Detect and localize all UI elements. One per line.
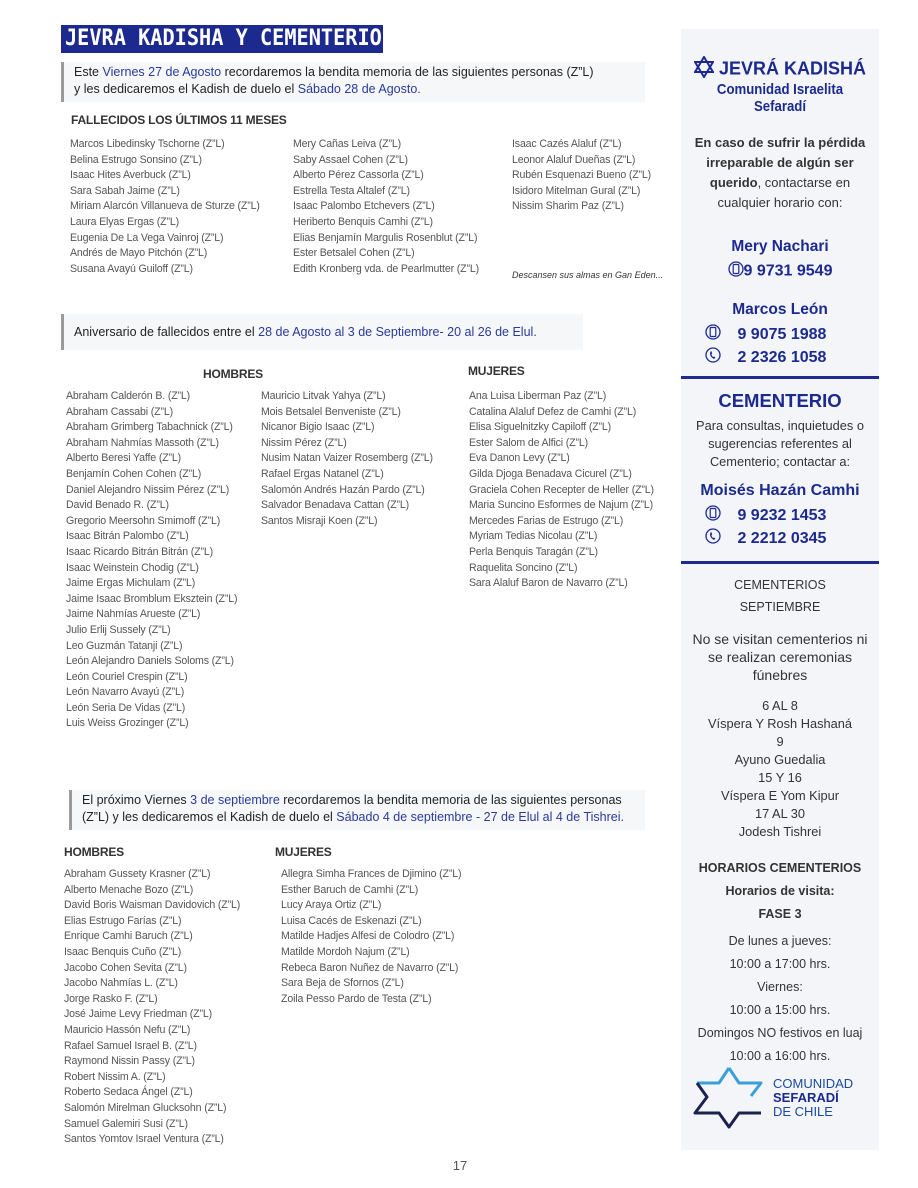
- list-item: Miriam Alarcón Villanueva de Sturze (Z”L): [70, 200, 260, 213]
- list-item: Daniel Alejandro Nissim Pérez (Z”L): [66, 483, 230, 496]
- list-item: Saby Assael Cohen (Z”L): [293, 153, 408, 166]
- list-item: 6 AL 8: [762, 698, 798, 713]
- list-item: Alberto Pérez Cassorla (Z”L): [293, 169, 424, 182]
- list-item: 17 AL 30: [754, 806, 806, 821]
- list-item: Eugenia De La Vega Vainroj (Z”L): [70, 231, 224, 244]
- list-item: Isaac Bitrán Palombo (Z”L): [66, 530, 189, 543]
- list-item: Elias Estrugo Farías (Z”L): [64, 914, 182, 927]
- sidebar-subtitle: Comunidad Israelita Sefaradí: [716, 81, 844, 115]
- list-item: Luis Weiss Grozinger (Z”L): [66, 717, 189, 730]
- list-item: Zoila Pesso Pardo de Testa (Z”L): [281, 992, 432, 1005]
- list-item: Santos Misraji Koen (Z”L): [261, 514, 378, 527]
- list-item: Isaac Ricardo Bitrán Bitrán (Z”L): [66, 545, 213, 558]
- list-item: Isaac Weinstein Chodig (Z”L): [66, 561, 199, 574]
- proximo-mujeres: [281, 867, 461, 1007]
- contact1-mobile[interactable]: 9 9731 9549: [681, 261, 879, 282]
- sidebar-divider: [681, 376, 879, 379]
- aniversario-mujeres: [469, 389, 654, 592]
- list-item: Edith Kronberg vda. de Pearlmutter (Z”L): [293, 262, 479, 275]
- list-item: Rebeca Baron Nuñez de Navarro (Z”L): [281, 961, 459, 974]
- list-item: Marcos Libedinsky Tschorne (Z”L): [70, 138, 225, 150]
- logo-star-icon: [689, 1065, 769, 1129]
- list-item: 10:00 a 16:00 hrs.: [729, 1049, 831, 1063]
- list-item: Eva Danon Levy (Z”L): [469, 452, 570, 465]
- list-item: Ana Luisa Liberman Paz (Z”L): [469, 390, 607, 402]
- contact2-phone[interactable]: 2 2326 1058: [705, 347, 826, 368]
- list-item: Nissim Pérez (Z”L): [261, 436, 347, 449]
- list-item: 9: [776, 734, 784, 749]
- list-item: León Navarro Avayú (Z”L): [66, 686, 185, 699]
- list-item: Belina Estrugo Sonsino (Z”L): [70, 153, 202, 166]
- sept-title1: CEMENTERIOS: [734, 578, 826, 592]
- sept-dates: [681, 697, 879, 841]
- logo-line1: COMUNIDAD: [773, 1076, 854, 1091]
- list-item: David Boris Waisman Davidovich (Z”L): [64, 899, 241, 912]
- list-item: Nusim Natan Vaizer Rosemberg (Z”L): [261, 452, 433, 465]
- notice-aniversario: Aniversario de fallecidos entre el 28 de Agosto al 3 de Septiembre- 20 al 26 de Elul.: [61, 314, 583, 350]
- list-item: Luisa Cacés de Eskenazi (Z”L): [281, 914, 422, 927]
- list-item: Sara Alaluf Baron de Navarro (Z”L): [469, 577, 628, 590]
- aniversario-hombres-col1: [66, 389, 237, 732]
- mobile-phone-icon: [728, 261, 744, 282]
- list-item: Abraham Gussety Krasner (Z”L): [64, 868, 211, 880]
- fase-label: FASE 3: [758, 907, 802, 921]
- schedule: [681, 930, 879, 1068]
- list-item: Raquelita Soncino (Z”L): [469, 561, 578, 574]
- list-item: Víspera E Yom Kipur: [720, 788, 840, 803]
- list-item: Ester Betsalel Cohen (Z”L): [293, 247, 415, 260]
- fallecidos-heading: FALLECIDOS LOS ÚLTIMOS 11 MESES: [71, 113, 287, 127]
- list-item: Heriberto Benquis Camhi (Z”L): [293, 215, 433, 228]
- list-item: Matilde Hadjes Alfesi de Colodro (Z”L): [281, 930, 455, 943]
- list-item: Andrés de Mayo Pitchón (Z”L): [70, 247, 208, 260]
- list-item: Abraham Nahmías Massoth (Z”L): [66, 436, 219, 449]
- list-item: Graciela Cohen Recepter de Heller (Z”L): [469, 483, 654, 496]
- sidebar-divider: [681, 561, 879, 564]
- list-item: Allegra Simha Frances de Djimino (Z”L): [281, 868, 462, 880]
- list-item: De lunes a jueves:: [728, 934, 832, 948]
- proximo-hombres-heading: HOMBRES: [64, 845, 124, 859]
- list-item: Isaac Cazés Alaluf (Z”L): [512, 138, 622, 150]
- list-item: Alberto Beresi Yaffe (Z”L): [66, 452, 182, 465]
- cementerio-text: Para consultas, inquietudes o sugerencias referentes al Cementerio; contactar a:: [696, 418, 864, 469]
- list-item: Abraham Grimberg Tabachnick (Z”L): [66, 421, 233, 434]
- list-item: Salvador Benadava Cattan (Z”L): [261, 499, 410, 512]
- notice-viernes-27: Este Viernes 27 de Agosto recordaremos la bendita memoria de las siguientes personas (Z”L) y les dedicaremos el Kadish de duelo el Sábado 28 de Agosto.: [61, 62, 645, 102]
- list-item: Sara Beja de Sfornos (Z”L): [281, 977, 404, 990]
- horarios-sub: Horarios de visita:: [725, 884, 835, 898]
- list-item: Ayuno Guedalia: [734, 752, 826, 767]
- page-number: 17: [452, 1158, 468, 1173]
- list-item: 10:00 a 17:00 hrs.: [729, 957, 831, 971]
- list-item: Julio Erlij Sussely (Z”L): [66, 623, 171, 636]
- list-item: Catalina Alaluf Defez de Camhi (Z”L): [469, 405, 637, 418]
- list-item: Susana Avayú Guiloff (Z”L): [70, 262, 193, 275]
- list-item: León Alejandro Daniels Soloms (Z”L): [66, 655, 234, 668]
- mobile-phone-icon: [705, 505, 721, 526]
- logo-line2: SEFARADÍ: [773, 1090, 839, 1105]
- list-item: León Couriel Crespin (Z”L): [66, 670, 188, 683]
- sept-title2: SEPTIEMBRE: [739, 600, 821, 614]
- list-item: León Seria De Vidas (Z”L): [66, 701, 186, 714]
- list-item: Rafael Samuel Israel B. (Z”L): [64, 1039, 197, 1052]
- descansen-note: Descansen sus almas en Gan Eden...: [512, 270, 664, 280]
- contact3-phone[interactable]: 2 2212 0345: [705, 528, 826, 549]
- list-item: Leo Guzmán Tatanji (Z”L): [66, 639, 183, 652]
- sidebar: [681, 29, 879, 1150]
- list-item: 15 Y 16: [758, 770, 802, 785]
- list-item: Robert Nissim A. (Z”L): [64, 1070, 166, 1083]
- list-item: Alberto Menache Bozo (Z”L): [64, 883, 194, 896]
- no-visit-text: No se visitan cementerios ni se realizan ceremonias fúnebres: [692, 631, 868, 683]
- sidebar-intro: En caso de sufrir la pérdida irreparable de algún ser querido, contactarse en cualquier horario con:: [694, 135, 866, 210]
- list-item: Myriam Tedias Nicolau (Z”L): [469, 530, 598, 543]
- list-item: Jaime Nahmías Arueste (Z”L): [66, 608, 201, 621]
- list-item: 10:00 a 15:00 hrs.: [729, 1003, 831, 1017]
- list-item: Jaime Ergas Michulam (Z”L): [66, 577, 196, 590]
- notice-viernes-3: El próximo Viernes 3 de septiembre recordaremos la bendita memoria de las siguientes personas (Z”L) y les dedicaremos el Kadish de duelo el Sábado 4 de septiembre - 27 de Elul al 4 de Tishrei.: [69, 790, 645, 830]
- horarios-title: HORARIOS CEMENTERIOS: [698, 861, 862, 875]
- list-item: Mercedes Farias de Estrugo (Z”L): [469, 514, 624, 527]
- list-item: Perla Benquis Taragán (Z”L): [469, 545, 598, 558]
- list-item: Isaac Hites Averbuck (Z”L): [70, 169, 191, 182]
- aniversario-hombres-heading: HOMBRES: [203, 367, 263, 381]
- sidebar-title: JEVRÁ KADISHÁ: [681, 56, 879, 83]
- list-item: Raymond Nissin Passy (Z”L): [64, 1055, 195, 1068]
- contact3-mobile[interactable]: 9 9232 1453: [705, 505, 826, 526]
- list-item: Sara Sabah Jaime (Z”L): [70, 184, 180, 197]
- list-item: Jaime Isaac Bromblum Eksztein (Z”L): [66, 592, 238, 605]
- list-item: Isaac Palombo Etchevers (Z”L): [293, 200, 435, 213]
- list-item: Nicanor Bigio Isaac (Z”L): [261, 421, 375, 434]
- fallecidos-col1: [70, 137, 260, 277]
- list-item: Rafael Ergas Natanel (Z”L): [261, 467, 384, 480]
- list-item: Jorge Rasko F. (Z”L): [64, 992, 158, 1005]
- contact2-name: Marcos León: [732, 301, 828, 318]
- list-item: Esther Baruch de Camhi (Z”L): [281, 883, 419, 896]
- aniversario-hombres-col2: [261, 389, 433, 529]
- list-item: Isaac Benquis Cuño (Z”L): [64, 945, 182, 958]
- list-item: Gregorio Meersohn Smimoff (Z”L): [66, 514, 221, 527]
- fallecidos-col2: [293, 137, 479, 277]
- list-item: Laura Elyas Ergas (Z”L): [70, 215, 180, 228]
- list-item: Mois Betsalel Benveniste (Z”L): [261, 405, 401, 418]
- proximo-mujeres-heading: MUJERES: [275, 845, 332, 859]
- list-item: Maria Suncino Esformes de Najum (Z”L): [469, 499, 654, 512]
- list-item: Mery Cañas Leiva (Z”L): [293, 138, 401, 150]
- list-item: Mauricio Hassón Nefu (Z”L): [64, 1023, 191, 1036]
- contact2-mobile[interactable]: 9 9075 1988: [705, 324, 826, 345]
- list-item: Santos Yomtov Israel Ventura (Z”L): [64, 1133, 224, 1146]
- list-item: Rubén Esquenazi Bueno (Z”L): [512, 169, 652, 182]
- list-item: Salomón Andrés Hazán Pardo (Z”L): [261, 483, 425, 496]
- list-item: Jodesh Tishrei: [738, 824, 822, 839]
- mobile-phone-icon: [705, 324, 721, 345]
- list-item: Estrella Testa Altalef (Z”L): [293, 184, 410, 197]
- logo-line3: DE CHILE: [773, 1104, 833, 1119]
- list-item: Enrique Camhi Baruch (Z”L): [64, 930, 193, 943]
- list-item: Abraham Calderón B. (Z”L): [66, 390, 191, 402]
- list-item: Lucy Araya Ortiz (Z”L): [281, 899, 382, 912]
- contact1-name: Mery Nachari: [731, 238, 829, 255]
- comunidad-logo: [689, 1065, 874, 1129]
- aniversario-mujeres-heading: MUJERES: [468, 364, 525, 378]
- list-item: David Benado R. (Z”L): [66, 499, 169, 512]
- list-item: Abraham Cassabi (Z”L): [66, 405, 173, 418]
- contact3-name: Moisés Hazán Camhi: [700, 482, 860, 499]
- list-item: Samuel Galemiri Susi (Z”L): [64, 1117, 188, 1130]
- list-item: Roberto Sedaca Ángel (Z”L): [64, 1086, 193, 1099]
- list-item: Viernes:: [757, 980, 803, 994]
- list-item: Elias Benjamín Margulis Rosenblut (Z”L): [293, 231, 478, 244]
- phone-icon: [705, 347, 721, 368]
- cementerio-title: CEMENTERIO: [718, 390, 842, 411]
- list-item: Salomón Mirelman Glucksohn (Z”L): [64, 1101, 227, 1114]
- list-item: Ester Salom de Alfici (Z”L): [469, 436, 588, 449]
- star-of-david-icon: [694, 56, 714, 83]
- list-item: Jacobo Cohen Sevita (Z”L): [64, 961, 187, 974]
- list-item: Víspera Y Rosh Hashaná: [708, 716, 852, 731]
- list-item: Elisa Siguelnitzky Capiloff (Z”L): [469, 421, 612, 434]
- list-item: Jacobo Nahmías L. (Z”L): [64, 977, 178, 990]
- list-item: José Jaime Levy Friedman (Z”L): [64, 1008, 212, 1021]
- list-item: Isidoro Mitelman Gural (Z”L): [512, 184, 641, 197]
- list-item: Matilde Mordoh Najum (Z”L): [281, 945, 410, 958]
- phone-icon: [705, 528, 721, 549]
- proximo-hombres: [64, 867, 240, 1148]
- list-item: Gilda Djoga Benadava Cicurel (Z”L): [469, 467, 632, 480]
- list-item: Nissim Sharim Paz (Z”L): [512, 200, 624, 213]
- list-item: Leonor Alaluf Dueñas (Z”L): [512, 153, 636, 166]
- list-item: Benjamín Cohen Cohen (Z”L): [66, 467, 202, 480]
- list-item: Mauricio Litvak Yahya (Z”L): [261, 390, 386, 402]
- list-item: Domingos NO festivos en luaj: [697, 1026, 863, 1040]
- fallecidos-col3: [512, 137, 651, 215]
- page-title: JEVRA KADISHA Y CEMENTERIO: [61, 25, 383, 53]
